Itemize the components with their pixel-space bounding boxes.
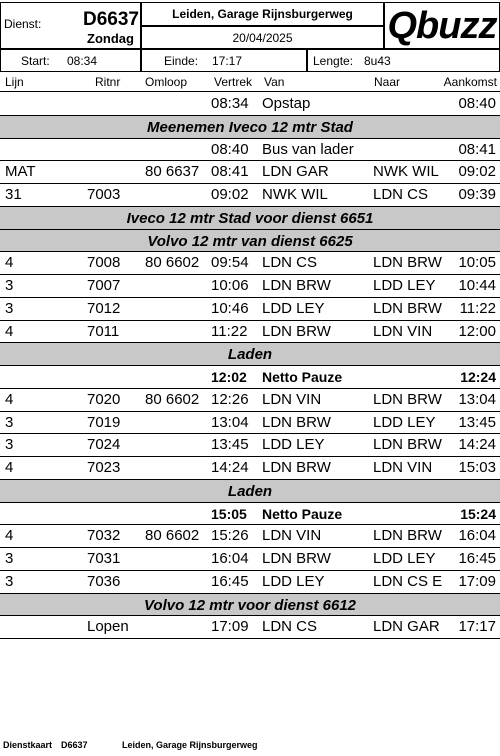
- trip-row: [0, 548, 500, 571]
- cell-aankomst: 12:00: [458, 322, 496, 340]
- cell-aankomst: 14:24: [458, 436, 496, 454]
- cell-van: LDD LEY: [262, 299, 325, 317]
- cell-aankomst: 10:05: [458, 254, 496, 272]
- cell-naar: LDD LEY: [373, 277, 436, 294]
- cell-vertrek: 17:09: [211, 618, 249, 636]
- cell-ritnr: 7032: [87, 527, 121, 545]
- cell-van: LDN BRW: [262, 277, 331, 294]
- cell-ritnr: 7031: [87, 550, 121, 567]
- start-box: [0, 49, 141, 72]
- cell-lijn: MAT: [5, 163, 36, 181]
- cell-van: LDN VIN: [262, 390, 322, 408]
- trip-row: [0, 184, 500, 207]
- footer-location: Leiden, Garage Rijnsburgerweg: [122, 740, 258, 750]
- cell-aankomst: 15:03: [458, 459, 496, 476]
- cell-ritnr: 7007: [87, 277, 121, 294]
- cell-vertrek: 08:41: [211, 163, 249, 181]
- cell-lijn: 3: [5, 572, 14, 590]
- duty-card-header: [0, 0, 500, 74]
- col-ritnr: Ritnr: [95, 75, 121, 89]
- cell-aankomst: 08:40: [458, 95, 496, 112]
- cell-naar: NWK WIL: [373, 163, 439, 181]
- footer-dienst: D6637: [61, 740, 88, 750]
- cell-naar: LDN BRW: [373, 299, 442, 317]
- cell-van: Bus van lader: [262, 140, 354, 158]
- service-date: 20/04/2025: [232, 31, 293, 45]
- cell-aankomst: 12:24: [460, 369, 496, 385]
- cell-vertrek: 15:26: [211, 527, 249, 545]
- trip-row: [0, 139, 500, 162]
- col-aankomst: Aankomst: [443, 75, 497, 89]
- cell-van: NWK WIL: [262, 186, 328, 203]
- cell-naar: LDN VIN: [373, 322, 433, 340]
- cell-vertrek: 16:45: [211, 572, 249, 590]
- cell-van: Netto Pauze: [262, 505, 343, 522]
- einde-box: [141, 49, 307, 72]
- section-header-row: [0, 480, 500, 503]
- cell-lijn: 4: [5, 527, 14, 545]
- dienst-label: Dienst:: [4, 17, 42, 31]
- cell-van: Netto Pauze: [262, 369, 343, 385]
- cell-vertrek: 10:46: [211, 299, 249, 317]
- start-time: 08:34: [67, 54, 98, 68]
- cell-vertrek: 16:04: [211, 550, 249, 567]
- cell-van: LDN CS: [262, 254, 318, 272]
- cell-ritnr: Lopen: [87, 618, 129, 636]
- cell-aankomst: 10:44: [458, 277, 496, 294]
- trip-row: [0, 93, 500, 116]
- cell-ritnr: 7036: [87, 572, 121, 590]
- trip-row: [0, 275, 500, 298]
- col-van: Van: [264, 75, 285, 89]
- cell-aankomst: 16:45: [458, 550, 496, 567]
- section-header-row: [0, 343, 500, 366]
- cell-aankomst: 15:24: [460, 505, 496, 522]
- cell-van: Opstap: [262, 95, 311, 112]
- column-header-row: [0, 74, 500, 92]
- cell-vertrek: 08:34: [211, 95, 249, 112]
- trip-row: [0, 298, 500, 321]
- cell-omloop: 80 6602: [145, 527, 200, 545]
- cell-vertrek: 09:02: [211, 186, 249, 203]
- cell-van: LDN BRW: [262, 459, 331, 476]
- logo-box: [384, 2, 500, 49]
- section-title: Meenemen Iveco 12 mtr Stad: [147, 118, 353, 136]
- cell-naar: LDN BRW: [373, 436, 442, 454]
- cell-van: LDN VIN: [262, 527, 322, 545]
- cell-naar: LDN CS E: [373, 572, 443, 590]
- qbuzz-logo: Qbuzz: [387, 5, 497, 47]
- col-omloop: Omloop: [145, 75, 188, 89]
- cell-van: LDD LEY: [262, 436, 325, 454]
- location-box: [141, 2, 384, 26]
- cell-van: LDN GAR: [262, 163, 329, 181]
- cell-lijn: 4: [5, 390, 14, 408]
- cell-lijn: 3: [5, 550, 14, 567]
- cell-vertrek: 10:06: [211, 277, 249, 294]
- cell-ritnr: 7019: [87, 413, 121, 431]
- cell-vertrek: 09:54: [211, 254, 249, 272]
- cell-aankomst: 11:22: [459, 299, 496, 317]
- cell-aankomst: 13:45: [458, 413, 496, 431]
- section-title: Iveco 12 mtr Stad voor dienst 6651: [126, 209, 374, 227]
- cell-lijn: 4: [5, 254, 14, 272]
- section-title: Volvo 12 mtr voor dienst 6612: [143, 596, 357, 614]
- section-header-row: [0, 116, 500, 139]
- section-header-row: [0, 594, 500, 617]
- trip-row: [0, 321, 500, 344]
- cell-vertrek: 13:45: [211, 436, 249, 454]
- cell-aankomst: 09:02: [458, 163, 496, 181]
- cell-lijn: 4: [5, 322, 14, 340]
- cell-ritnr: 7020: [87, 390, 121, 408]
- cell-vertrek: 14:24: [211, 459, 249, 476]
- lengte-box: [307, 49, 500, 72]
- trip-row: [0, 616, 500, 639]
- trip-row: [0, 161, 500, 184]
- cell-lijn: 3: [5, 413, 14, 431]
- cell-naar: LDN BRW: [373, 390, 442, 408]
- cell-naar: LDN VIN: [373, 459, 433, 476]
- cell-omloop: 80 6602: [145, 254, 200, 272]
- date-box: [141, 26, 384, 49]
- cell-lijn: 31: [5, 186, 22, 203]
- cell-van: LDN CS: [262, 618, 318, 636]
- cell-aankomst: 17:17: [458, 618, 496, 636]
- cell-vertrek: 15:05: [211, 505, 247, 522]
- cell-omloop: 80 6637: [145, 163, 200, 181]
- cell-lijn: 3: [5, 277, 14, 294]
- start-label: Start:: [21, 54, 50, 68]
- cell-lijn: 3: [5, 299, 14, 317]
- cell-vertrek: 12:26: [211, 390, 249, 408]
- dienst-box: [0, 2, 141, 49]
- cell-lijn: 4: [5, 459, 14, 476]
- pause-row: [0, 503, 500, 526]
- cell-aankomst: 16:04: [458, 527, 496, 545]
- cell-van: LDN BRW: [262, 550, 331, 567]
- day-of-week: Zondag: [87, 31, 134, 46]
- trip-row: [0, 434, 500, 457]
- trip-row: [0, 389, 500, 412]
- cell-ritnr: 7024: [87, 436, 121, 454]
- cell-naar: LDN BRW: [373, 254, 442, 272]
- cell-van: LDD LEY: [262, 572, 325, 590]
- cell-vertrek: 12:02: [211, 369, 247, 385]
- cell-naar: LDN GAR: [373, 618, 440, 636]
- cell-aankomst: 09:39: [458, 186, 496, 203]
- trip-row: [0, 252, 500, 275]
- cell-vertrek: 08:40: [211, 140, 249, 158]
- garage-location: Leiden, Garage Rijnsburgerweg: [172, 7, 353, 21]
- einde-label: Einde:: [164, 54, 199, 68]
- footer-doc-label: Dienstkaart: [3, 740, 53, 750]
- cell-naar: LDD LEY: [373, 550, 436, 567]
- cell-vertrek: 13:04: [211, 413, 249, 431]
- trip-row: [0, 525, 500, 548]
- einde-time: 17:17: [212, 54, 243, 68]
- cell-van: LDN BRW: [262, 413, 331, 431]
- trip-row: [0, 571, 500, 594]
- cell-ritnr: 7008: [87, 254, 121, 272]
- section-title: Laden: [227, 346, 273, 364]
- cell-ritnr: 7003: [87, 186, 121, 203]
- col-lijn: Lijn: [5, 75, 24, 89]
- cell-aankomst: 17:09: [458, 572, 496, 590]
- trip-row: [0, 412, 500, 435]
- cell-aankomst: 08:41: [458, 140, 496, 158]
- cell-lijn: 3: [5, 436, 14, 454]
- cell-omloop: 80 6602: [145, 390, 200, 408]
- col-vertrek: Vertrek: [214, 75, 253, 89]
- lengte-value: 8u43: [364, 54, 391, 68]
- cell-naar: LDN BRW: [373, 527, 442, 545]
- cell-van: LDN BRW: [262, 322, 331, 340]
- cell-vertrek: 11:22: [211, 322, 248, 340]
- lengte-label: Lengte:: [313, 54, 354, 68]
- cell-naar: LDD LEY: [373, 413, 436, 431]
- section-title: Laden: [227, 482, 273, 500]
- cell-ritnr: 7023: [87, 459, 121, 476]
- col-naar: Naar: [374, 75, 401, 89]
- dienst-number: D6637: [83, 9, 139, 30]
- cell-naar: LDN CS: [373, 186, 429, 203]
- cell-ritnr: 7011: [87, 322, 120, 340]
- section-header-row: [0, 230, 500, 253]
- section-header-row: [0, 207, 500, 230]
- cell-ritnr: 7012: [87, 299, 121, 317]
- pause-row: [0, 366, 500, 389]
- section-title: Volvo 12 mtr van dienst 6625: [147, 232, 353, 250]
- cell-aankomst: 13:04: [458, 390, 496, 408]
- trip-row: [0, 457, 500, 480]
